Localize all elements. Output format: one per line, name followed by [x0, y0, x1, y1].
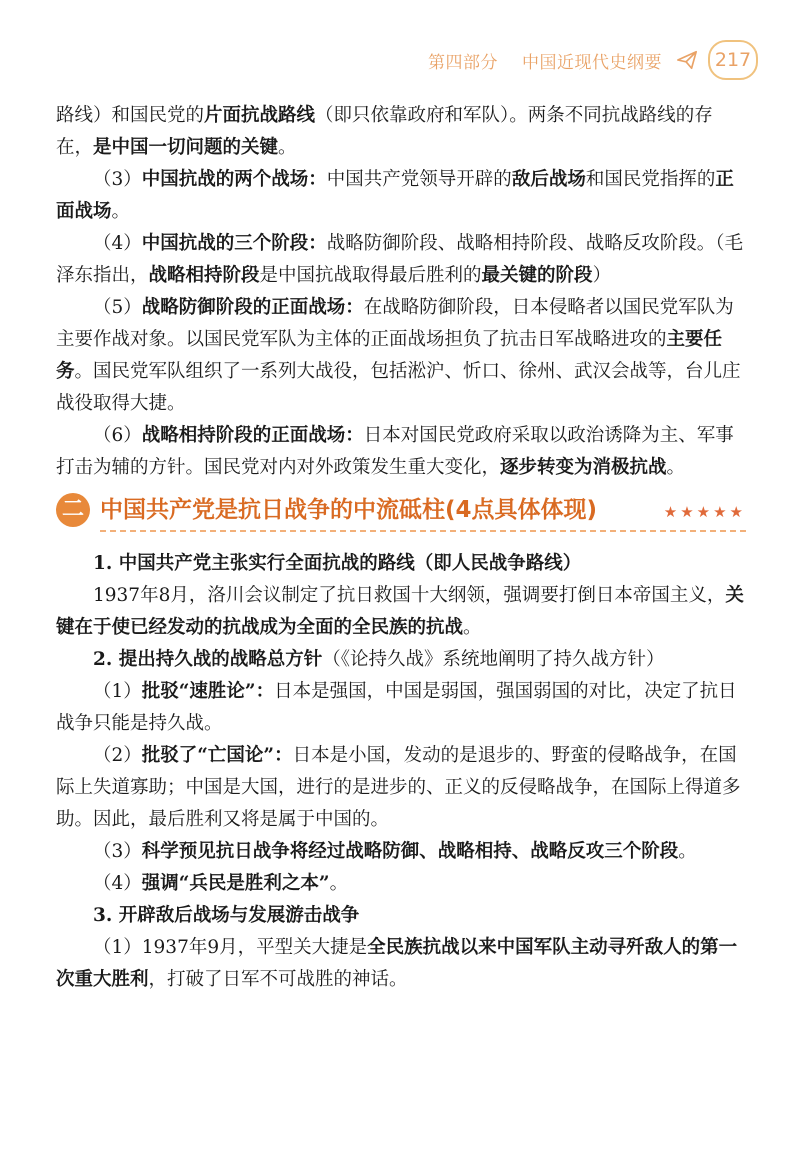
text: 日本是强国，中国是弱国，强国弱国的对比，决定了抗日战争只能是持久战。 — [56, 681, 737, 734]
section-divider — [100, 530, 746, 532]
paragraph — [56, 420, 746, 484]
bold-text: 战略相持阶段 — [148, 265, 260, 286]
text: 在战略防御阶段，日本侵略者以国民党军队为主要作战对象。以国民党军队为主体的正面战场担负了抗击日军战略进攻的 — [56, 297, 734, 350]
bold-text: 强调“兵民是胜利之本” — [141, 873, 330, 894]
text: （3） — [93, 169, 142, 190]
text: 。 — [678, 841, 697, 862]
bold-text: 科学预见抗日战争将经过战略防御、战略相持、战略反攻三个阶段 — [141, 841, 679, 862]
paragraph — [56, 740, 746, 836]
paragraph — [56, 836, 746, 868]
bold-text: 主要任务 — [56, 329, 723, 382]
bold-text: 逐步转变为消极抗战 — [500, 457, 667, 478]
bold-text: 敌后战场 — [511, 169, 586, 190]
page-number: 217 — [708, 40, 758, 80]
bold-text: 正面战场 — [56, 169, 734, 222]
text: 。 — [463, 617, 482, 638]
text: 。 — [111, 201, 131, 222]
section-number-badge: 二 — [56, 493, 90, 527]
text: 中国共产党领导开辟的 — [326, 169, 512, 190]
text: （2） — [93, 745, 142, 766]
subheading — [56, 644, 746, 676]
text: （1）1937年9月，平型关大捷是 — [93, 937, 368, 958]
text: （《论持久战》系统地阐明了持久战方针） — [322, 649, 665, 670]
text: 日本对国民党政府采取以政治诱降为主、军事打击为辅的方针。国民党对内对外政策发生重大变化， — [56, 425, 734, 478]
bold-text: 关键在于使已经发动的抗战成为全面的全民族的抗战 — [56, 585, 744, 638]
text: 。国民党军队组织了一系列大战役，包括淞沪、忻口、徐州、武汉会战等，台儿庄战役取得大捷。 — [56, 361, 741, 414]
part-label: 第四部分 — [428, 52, 498, 73]
text: （即只依靠政府和军队）。两条不同抗战路线的存在， — [56, 105, 713, 158]
text: 是中国抗战取得最后胜利的 — [259, 265, 482, 286]
book-title: 中国近现代史纲要 — [522, 52, 662, 73]
section-title: 中国共产党是抗日战争的中流砥柱(4点具体体现) — [100, 497, 598, 523]
bold-text: 2. 提出持久战的战略总方针 — [93, 649, 323, 670]
text: 。 — [278, 137, 297, 158]
text: ，打破了日军不可战胜的神话。 — [148, 969, 408, 990]
text: 。 — [666, 457, 686, 478]
paragraph — [56, 292, 746, 420]
bold-text: 中国抗战的两个战场： — [141, 169, 327, 190]
text: 和国民党指挥的 — [585, 169, 716, 190]
bold-text: 战略防御阶段的正面战场： — [141, 297, 364, 318]
text: 。 — [329, 873, 349, 894]
text: ） — [592, 265, 612, 286]
text: 日本是小国，发动的是退步的、野蛮的侵略战争，在国际上失道寡助；中国是大国，进行的是进步的、正义的反侵略战争，在国际上得道多助。因此，最后胜利又将是属于中国的。 — [56, 745, 741, 830]
bold-text: 片面抗战路线 — [204, 105, 316, 126]
subheading — [56, 548, 746, 580]
page-body — [56, 100, 746, 996]
section-heading — [56, 488, 746, 532]
bold-text: 战略相持阶段的正面战场： — [141, 425, 364, 446]
paragraph — [56, 932, 746, 996]
paragraph — [56, 100, 746, 164]
bold-text: 最关键的阶段 — [481, 265, 593, 286]
text: 战略防御阶段、战略相持阶段、战略反攻阶段。（毛泽东指出， — [56, 233, 744, 286]
paragraph — [56, 164, 746, 228]
text: （4） — [93, 873, 142, 894]
subheading — [56, 900, 746, 932]
bold-text: 批驳“速胜论”： — [141, 681, 275, 702]
paragraph — [56, 676, 746, 740]
paragraph — [56, 868, 746, 900]
page-header — [428, 40, 758, 80]
bold-text: 1. 中国共产党主张实行全面抗战的路线（即人民战争路线） — [93, 553, 582, 574]
bold-text: 批驳了“亡国论”： — [141, 745, 293, 766]
text: （3） — [93, 841, 142, 862]
text: （5） — [93, 297, 142, 318]
text: （4） — [93, 233, 142, 254]
bold-text: 全民族抗战以来中国军队主动寻歼敌人的第一次重大胜利 — [56, 937, 738, 990]
text: （1） — [93, 681, 142, 702]
bold-text: 3. 开辟敌后战场与发展游击战争 — [93, 905, 360, 926]
text: 1937年8月，洛川会议制定了抗日救国十大纲领，强调要打倒日本帝国主义， — [93, 585, 726, 606]
paragraph — [56, 228, 746, 292]
bold-text: 是中国一切问题的关键 — [93, 137, 279, 158]
bold-text: 中国抗战的三个阶段： — [141, 233, 327, 254]
text: （6） — [93, 425, 142, 446]
paragraph — [56, 580, 746, 644]
paper-plane-icon — [676, 49, 698, 71]
text: 路线）和国民党的 — [56, 105, 205, 126]
importance-stars: ★★★★★ — [663, 503, 746, 521]
